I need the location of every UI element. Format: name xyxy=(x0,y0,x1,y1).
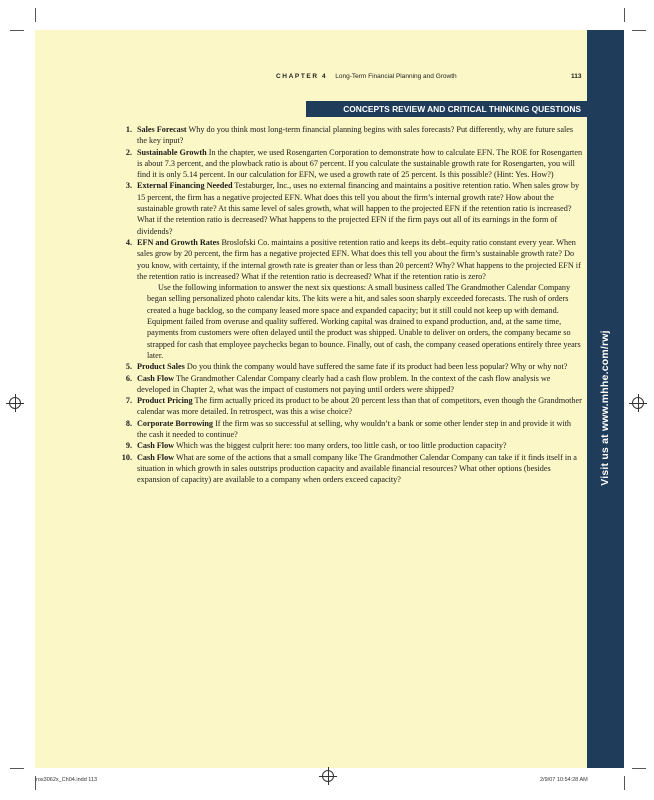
question-title: Product Sales xyxy=(137,362,185,372)
question-title: External Financing Needed xyxy=(137,181,233,191)
question-item xyxy=(117,418,583,441)
question-title: EFN and Growth Rates xyxy=(137,237,220,247)
question-title: Cash Flow xyxy=(137,452,175,462)
question-number: 3. xyxy=(125,181,132,191)
question-text: Testaburger, Inc., uses no external financing and maintains a positive retention ratio. When sales grow by 15 percent, the firm has a negative projected EFN. What does this tell you about the firm’s internal growth rate? How about the sustainable growth rate? At this same level of sales growth, what will happen to the projected EFN if the retention ratio is increased? What if the retention ratio is decreased? What happens to the projected EFN if the firm pays out all of its earnings in the form of dividends? xyxy=(137,181,580,236)
question-title: Product Pricing xyxy=(137,396,193,406)
question-title: Sales Forecast xyxy=(137,125,187,134)
crop-mark xyxy=(35,8,36,22)
file-slug: ros3062x_Ch04.indd 113 xyxy=(36,777,98,783)
question-item xyxy=(117,124,583,147)
question-title: Sustainable Growth xyxy=(137,147,207,157)
question-title: Corporate Borrowing xyxy=(137,418,214,428)
crop-mark xyxy=(632,30,646,31)
question-number: 4. xyxy=(125,237,132,247)
question-item xyxy=(117,361,583,372)
question-text: If the firm was so successful at selling, why wouldn’t a bank or some other lender step in and provide it with the cash it needed to continue? xyxy=(137,418,572,440)
crop-mark xyxy=(624,776,625,790)
question-number: 10. xyxy=(121,452,132,462)
question-item xyxy=(117,180,583,236)
question-title: Cash Flow xyxy=(137,373,175,383)
question-text: Why do you think most long-term financial planning begins with sales forecasts? Put differently, why are future sales the key input? xyxy=(137,125,574,146)
question-number: 9. xyxy=(125,441,132,451)
page-number: 113 xyxy=(571,73,582,80)
print-timestamp: 2/9/07 10:54:28 AM xyxy=(540,777,588,783)
question-text: What are some of the actions that a small company like The Grandmother Calendar Company can take if it finds itself in a situation in which growth in sales outstrips production capacity and available financial resources? What other options (besides expansion of capacity) are available to a company when orders exceed capacity? xyxy=(137,452,577,485)
registration-mark-bottom xyxy=(322,770,334,782)
question-item xyxy=(117,440,583,451)
registration-mark-left xyxy=(9,397,21,409)
chapter-title: Long-Term Financial Planning and Growth xyxy=(335,73,457,80)
case-intro-paragraph: Use the following information to answer the next six questions: A small business called The Grandmother Calendar Company began selling personalized photo calendar kits. The kits were a hit, and sales soon sharply exceeded forecasts. The rush of orders created a huge backlog, so the company leased more space and expanded capacity; but it still could not keep up with demand. Equipment failed from overuse and quality suffered. Working capital was drained to expand production, and, at the same time, payments from customers were often delayed until the product was shipped. Unable to deliver on orders, the company became so strapped for cash that employee paychecks began to bounce. Finally, out of cash, the company ceased operations entirely three years later. xyxy=(147,283,581,360)
question-text: The Grandmother Calendar Company clearly had a cash flow problem. In the context of the cash flow analysis we developed in Chapter 2, what was the impact of customers not paying until orders were shipped? xyxy=(137,373,551,394)
chapter-label: CHAPTER 4 xyxy=(276,73,328,80)
question-number: 7. xyxy=(125,396,132,406)
question-text: Which was the biggest culprit here: too many orders, too little cash, or too little production capacity? xyxy=(174,441,507,451)
running-head xyxy=(276,73,457,80)
question-text: Broslofski Co. maintains a positive retention ratio and keeps its debt–equity ratio constant every year. When sales grow by 20 percent, the firm has a negative projected EFN. What does this tell you about the firm’s sustainable growth rate? Do you know, with certainty, if the internal growth rate is greater than or less than 20 percent? Why? What happens to the projected EFN if the retention ratio is increased? What if the retention ratio is decreased? What if the retention ratio is zero? xyxy=(137,237,581,281)
question-title: Cash Flow xyxy=(137,441,175,451)
crop-mark xyxy=(624,8,625,22)
question-number: 8. xyxy=(125,418,132,428)
question-text: Do you think the company would have suffered the same fate if its product had been less popular? Why or why not? xyxy=(184,362,568,372)
question-item xyxy=(117,452,583,486)
question-item xyxy=(117,147,583,181)
crop-mark xyxy=(632,768,646,769)
question-item xyxy=(117,237,583,282)
question-text: The firm actually priced its product to be about 20 percent less than that of competitors, even though the Grandmother calendar was more detailed. In retrospect, was this a wise choice? xyxy=(137,396,582,417)
question-list xyxy=(117,124,583,486)
section-banner: CONCEPTS REVIEW AND CRITICAL THINKING QUESTIONS xyxy=(306,101,587,117)
question-number: 1. xyxy=(125,125,132,134)
question-number: 5. xyxy=(125,362,132,372)
registration-mark-right xyxy=(632,397,644,409)
question-text: In the chapter, we used Rosengarten Corporation to demonstrate how to calculate EFN. The ROE for Rosengarten is about 7.3 percent, and the plowback ratio is about 67 percent. If you calculate the sustainable growth rate for Rosengarten, you will find it is only 5.14 percent. In our calculation for EFN, we used a growth rate of 25 percent. Is this possible? (Hint: Yes. How?) xyxy=(137,147,583,180)
crop-mark xyxy=(10,768,24,769)
question-number: 2. xyxy=(125,147,132,157)
question-number: 6. xyxy=(125,373,132,383)
crop-mark xyxy=(10,30,24,31)
sidebar-url-text[interactable]: Visit us at www.mhhe.com/rwj xyxy=(599,330,611,486)
question-item xyxy=(117,373,583,396)
question-item xyxy=(117,395,583,418)
